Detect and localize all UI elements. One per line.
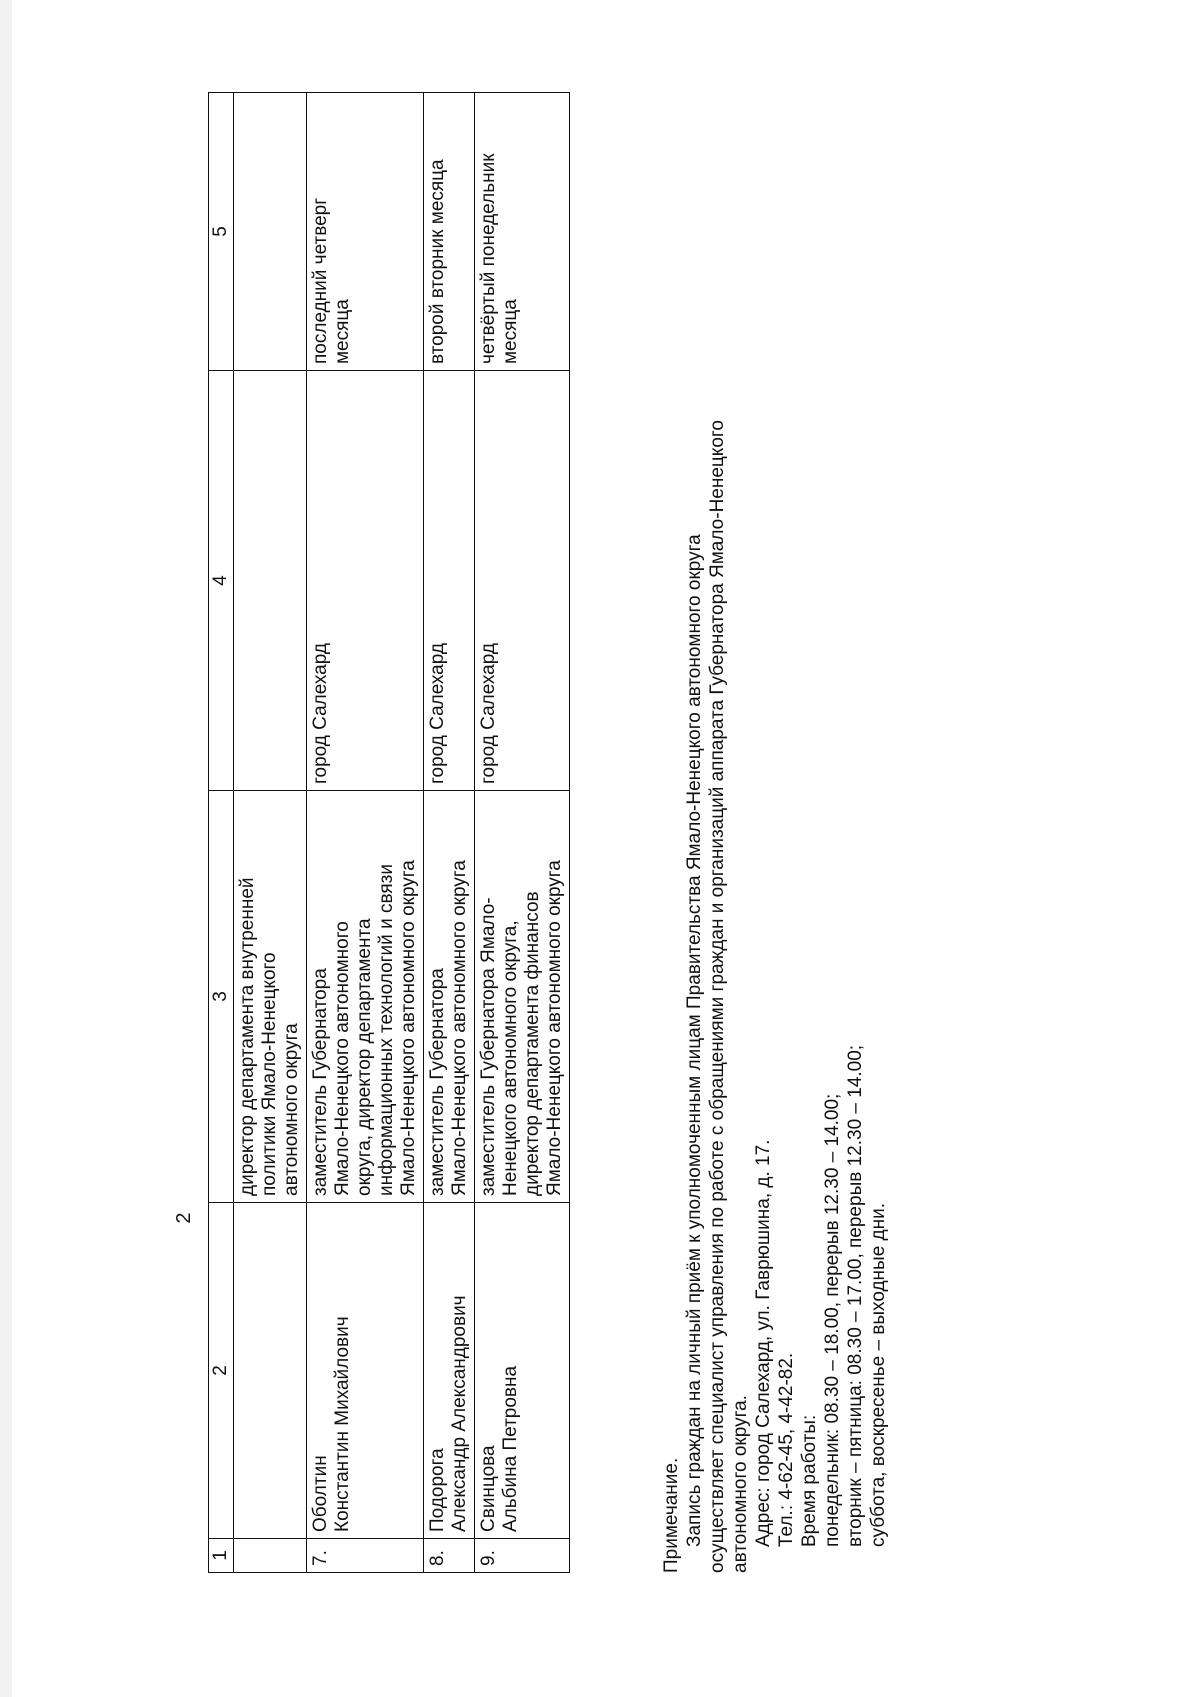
cell-num: [234, 1539, 307, 1573]
document-page: [12, 0, 1200, 1697]
table-row: [475, 93, 570, 1573]
time-line: последний четверг: [310, 197, 331, 364]
position-line: автономного округа: [281, 1023, 302, 1196]
time-line: четвёртый понедельник: [478, 153, 499, 364]
note-paragraph-line: Запись граждан на личный приём к уполномоченным лицам Правительства Ямало-Ненецкого автономного округа: [684, 534, 705, 1547]
name-line: Альбина Петровна: [500, 1365, 521, 1532]
name-line: Подорога: [427, 1448, 448, 1532]
note-hours-title: Время работы:: [799, 1414, 820, 1547]
cell-position: [424, 791, 475, 1203]
cell-time: [475, 93, 570, 371]
note-block: [660, 143, 890, 1573]
note-address: Адрес: город Салехард, ул. Гаврюшина, д. 17.: [753, 1139, 774, 1547]
col-header-2: 2: [209, 1203, 234, 1539]
table-row: [307, 93, 424, 1573]
cell-name: [424, 1203, 475, 1539]
name-line: Александр Александрович: [449, 1295, 470, 1532]
page-number: 2: [173, 1212, 195, 1224]
cell-place: город Салехард: [424, 371, 475, 791]
position-line: Ямало-Ненецкого автономного округа: [398, 860, 419, 1196]
position-line: округа, директор департамента: [354, 918, 375, 1196]
cell-time: [234, 93, 307, 371]
time-line: месяца: [332, 299, 353, 364]
cell-place: город Салехард: [475, 371, 570, 791]
position-line: Ненецкого автономного округа,: [500, 920, 521, 1196]
col-header-1: 1: [209, 1539, 234, 1573]
position-line: директор департамента финансов: [522, 891, 543, 1196]
note-hours-line: вторник – пятница: 08.30 – 17.00, перерыв 12.30 – 14.00;: [845, 1044, 866, 1547]
note-title: Примечание.: [661, 1457, 682, 1573]
cell-name: [475, 1203, 570, 1539]
cell-name: [234, 1203, 307, 1539]
name-line: Свинцова: [478, 1445, 499, 1532]
cell-num: 7.: [307, 1539, 424, 1573]
position-line: заместитель Губернатора: [427, 968, 448, 1196]
cell-position: [234, 791, 307, 1203]
cell-time: [424, 93, 475, 371]
rotated-content: [172, 123, 889, 1603]
position-line: директор департамента внутренней: [237, 877, 258, 1196]
note-hours-line: суббота, воскресенье – выходные дни.: [868, 1202, 889, 1547]
position-line: информационных технологий и связи: [376, 864, 397, 1196]
col-header-5: 5: [209, 93, 234, 371]
time-line: месяца: [500, 299, 521, 364]
col-header-3: 3: [209, 791, 234, 1203]
name-line: Оболтин: [310, 1455, 331, 1532]
note-hours-line: понедельник: 08.30 – 18.00, перерыв 12.30 – 14.00;: [822, 1093, 843, 1547]
table-header-row: [209, 93, 234, 1573]
name-line: Константин Михайлович: [332, 1316, 353, 1532]
table-row-continuation: [234, 93, 307, 1573]
time-line: второй вторник месяца: [427, 159, 448, 364]
cell-place: [234, 371, 307, 791]
col-header-4: 4: [209, 371, 234, 791]
cell-position: [475, 791, 570, 1203]
note-phone: Тел.: 4-62-45, 4-42-82.: [776, 1352, 797, 1547]
position-line: политики Ямало-Ненецкого: [259, 952, 280, 1196]
cell-place: город Салехард: [307, 371, 424, 791]
position-line: Ямало-Ненецкого автономного округа: [449, 860, 470, 1196]
cell-num: 9.: [475, 1539, 570, 1573]
cell-position: [307, 791, 424, 1203]
position-line: заместитель Губернатора: [310, 968, 331, 1196]
table-row: [424, 93, 475, 1573]
position-line: заместитель Губернатора Ямало-: [478, 897, 499, 1196]
position-line: Ямало-Ненецкого автономного: [332, 921, 353, 1196]
cell-num: 8.: [424, 1539, 475, 1573]
note-paragraph-line: автономного округа.: [730, 1395, 751, 1573]
cell-time: [307, 93, 424, 371]
cell-name: [307, 1203, 424, 1539]
position-line: Ямало-Ненецкого автономного округа: [544, 860, 565, 1196]
note-paragraph-line: осуществляет специалист управления по работе с обращениями граждан и организаций аппарата Губернатора Ямало-Ненецкого: [707, 420, 728, 1573]
reception-schedule-table: [208, 92, 570, 1573]
